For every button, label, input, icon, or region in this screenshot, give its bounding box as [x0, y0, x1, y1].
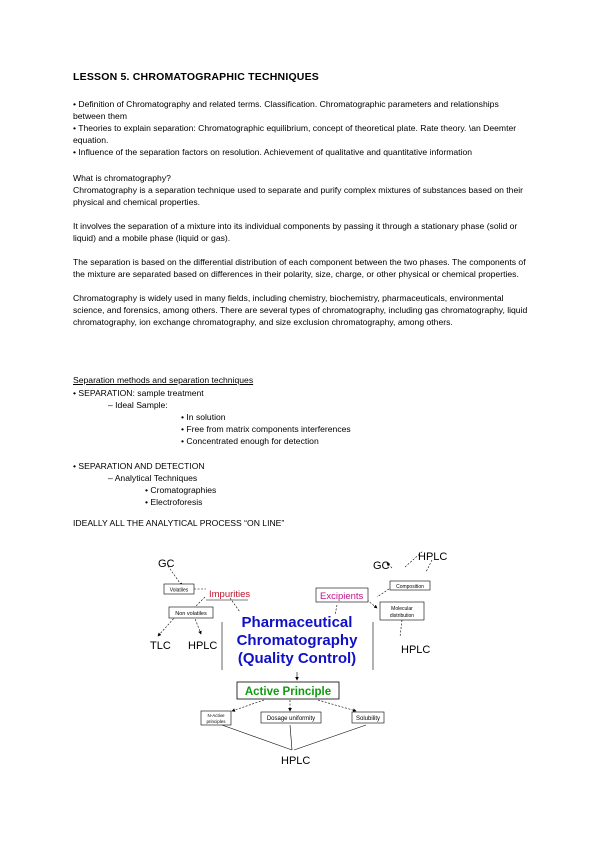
analytical-technique-item: • Electroforesis — [145, 497, 203, 507]
analytical-techniques-label: – Analytical Techniques — [108, 473, 198, 483]
hplc-right-label: HPLC — [401, 644, 431, 656]
tlc-label: TLC — [150, 640, 171, 652]
volatiles-label: Volatiles — [169, 587, 189, 594]
hplc-top-right-label: HPLC — [418, 551, 448, 563]
intro-paragraph: What is chromatography? Chromatography is a separation technique used to separate and purify complex mixtures of substances based on their physical and chemical properties. — [73, 173, 523, 207]
intro-paragraph: It involves the separation of a mixture into its individual components by passing it through a stationary phase (solid or liquid) and a mobile phase (liquid or gas). — [73, 221, 518, 243]
hplc-bottom-label: HPLC — [281, 755, 311, 767]
center-title-line: (Quality Control) — [237, 650, 357, 667]
topic-item: • Theories to explain separation: Chromatographic equilibrium, concept of theoretical plate. Rate theory. \an Deemter equation. — [73, 123, 517, 145]
excipients-label: Excipients — [320, 591, 364, 602]
hplc-left-label: HPLC — [188, 640, 218, 652]
n-active-label: principles — [206, 719, 226, 724]
separation-detection-item: • SEPARATION AND DETECTION — [73, 461, 205, 471]
ideal-sample-item: • Free from matrix components interferences — [181, 424, 351, 434]
ideal-sample-item: • Concentrated enough for detection — [181, 436, 319, 446]
lesson-title: LESSON 5. CHROMATOGRAPHIC TECHNIQUES — [73, 71, 319, 83]
active-principle-label: Active Principle — [244, 686, 332, 698]
gc-right-label: GC — [373, 560, 390, 572]
non-volatiles-label: Non volatiles — [175, 611, 207, 617]
analytical-technique-item: • Cromatographies — [145, 485, 217, 495]
n-active-label: N-Active — [207, 713, 225, 718]
separation-heading: Separation methods and separation techniques — [73, 375, 254, 385]
molecular-distribution-label: distribution — [389, 613, 415, 619]
composition-label: Composition — [396, 584, 424, 590]
separation-item: • SEPARATION: sample treatment — [73, 388, 204, 398]
intro-paragraph: The separation is based on the differential distribution of each component between the two phases. The components of the mixture are separated based on differences in their polarity, size, charge, or other physical or chemical properties. — [73, 257, 526, 279]
ideal-sample-label: – Ideal Sample: — [108, 400, 168, 410]
gc-label: GC — [158, 558, 175, 570]
ideal-sample-item: • In solution — [181, 412, 226, 422]
solubility-label: Solubility — [355, 716, 381, 722]
center-title-line: Pharmaceutical — [241, 614, 353, 631]
ideally-online-text: IDEALLY ALL THE ANALYTICAL PROCESS “ON LINE” — [73, 518, 285, 528]
topic-item: • Definition of Chromatography and related terms. Classification. Chromatographic parameters and relationships between them — [73, 99, 499, 121]
center-title-line: Chromatography — [236, 632, 358, 649]
impurities-label: Impurities — [209, 589, 251, 600]
topic-item: • Influence of the separation factors on resolution. Achievement of qualitative and quantitative information — [73, 147, 473, 157]
dosage-label: Dosage uniformity — [266, 716, 316, 722]
molecular-distribution-label: Molecular — [391, 606, 413, 612]
intro-paragraph: Chromatography is widely used in many fields, including chemistry, biochemistry, pharmaceuticals, environmental science, and forensics, among others. There are several types of chromatography, including gas chromatography, liquid chromatography, ion exchange chromatography, and size exclusion chromatography, among others. — [73, 293, 528, 327]
